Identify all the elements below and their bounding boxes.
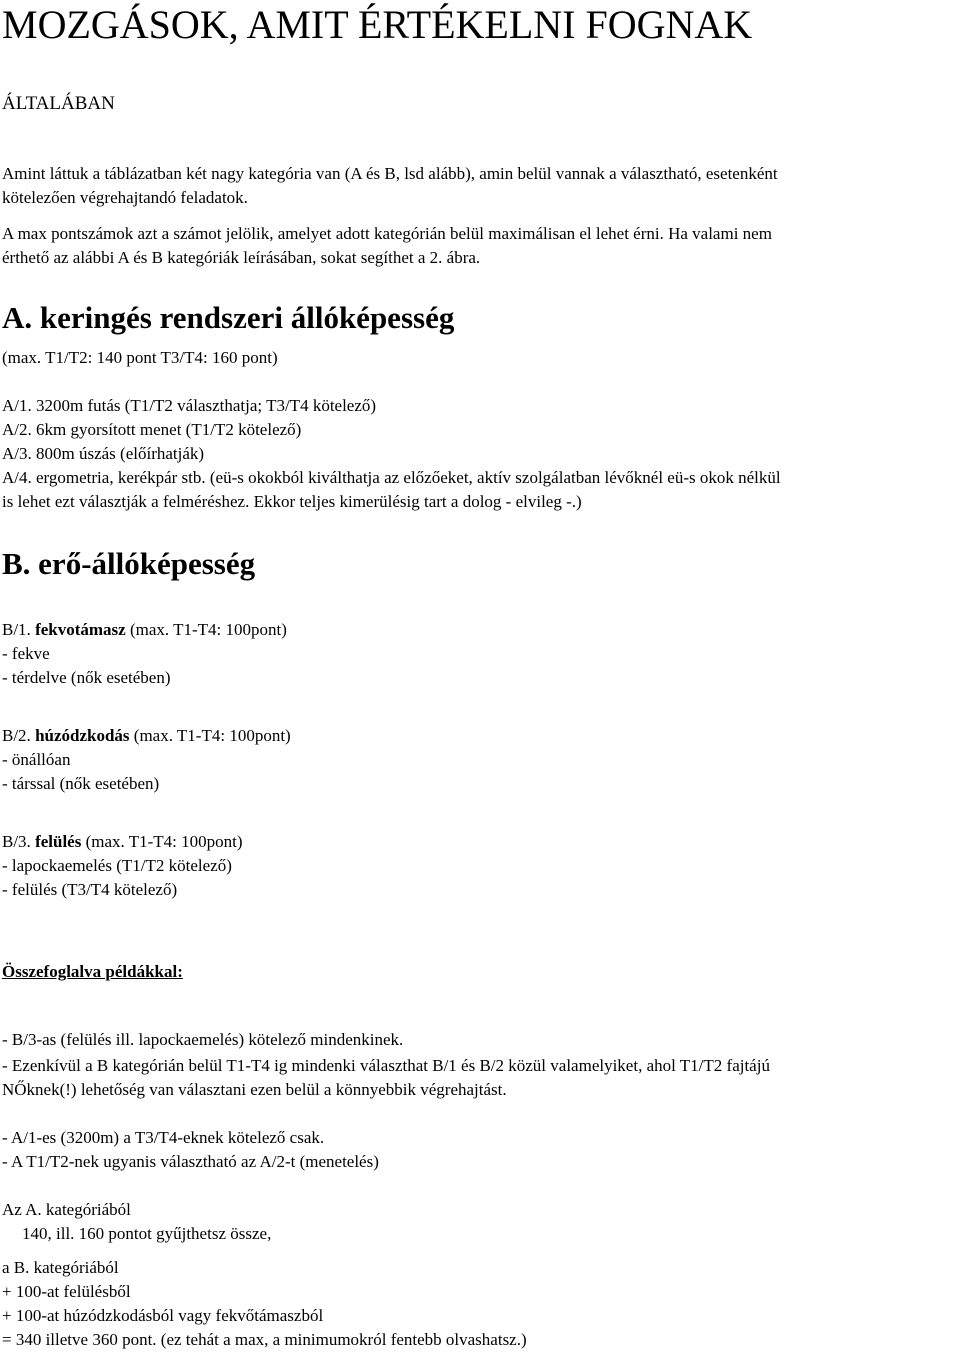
item-b1-suffix: (max. T1-T4: 100pont) [125, 620, 287, 639]
section-a-heading: A. keringés rendszeri állóképesség [2, 300, 455, 335]
item-b2-prefix: B/2. [2, 726, 36, 745]
item-b3-option-2: - felülés (T3/T4 kötelező) [2, 880, 178, 899]
page-title: MOZGÁSOK, AMIT ÉRTÉKELNI FOGNAK [2, 2, 753, 47]
summary-point-3: - A/1-es (3200m) a T3/T4-eknek kötelező csak. [2, 1128, 325, 1147]
calc-line-2: 140, ill. 160 pontot gyűjthetsz össze, [22, 1224, 272, 1243]
item-a4-line-2: is lehet ezt választják a felméréshez. Ekkor teljes kimerülésig tart a dolog - elvileg -.) [2, 492, 582, 511]
item-b2 [2, 726, 291, 746]
intro-paragraph-1-line-2: kötelezően végrehajtandó feladatok. [2, 188, 248, 207]
calc-line-4: + 100-at felülésből [2, 1282, 131, 1301]
item-b2-name: húzódzkodás [35, 726, 130, 745]
item-b3-name: felülés [35, 832, 82, 851]
item-b1-option-2: - térdelve (nők esetében) [2, 668, 171, 687]
summary-point-4: - A T1/T2-nek ugyanis választható az A/2-t (menetelés) [2, 1152, 379, 1171]
item-b2-option-2: - társsal (nők esetében) [2, 774, 160, 793]
summary-point-2-line-2: NŐknek(!) lehetőség van választani ezen belül a könnyebbik végrehajtást. [2, 1080, 507, 1099]
intro-paragraph-2-line-2: érthető az alábbi A és B kategóriák leírásában, sokat segíthet a 2. ábra. [2, 248, 481, 267]
calc-line-5: + 100-at húzódzkodásból vagy fekvőtámaszból [2, 1306, 324, 1325]
section-b-heading: B. erő-állóképesség [2, 546, 256, 581]
summary-point-2-line-1: - Ezenkívül a B kategórián belül T1-T4 ig mindenki választhat B/1 és B/2 közül valamelyiket, ahol T1/T2 fajtájú [2, 1056, 770, 1075]
item-b3-suffix: (max. T1-T4: 100pont) [81, 832, 243, 851]
general-heading: ÁLTALÁBAN [2, 93, 115, 114]
item-b2-option-1: - önállóan [2, 750, 71, 769]
item-a1: A/1. 3200m futás (T1/T2 választhatja; T3/T4 kötelező) [2, 396, 377, 415]
item-a2: A/2. 6km gyorsított menet (T1/T2 kötelező) [2, 420, 302, 439]
calc-line-1: Az A. kategóriából [2, 1200, 131, 1219]
item-b1-prefix: B/1. [2, 620, 36, 639]
item-b3-option-1: - lapockaemelés (T1/T2 kötelező) [2, 856, 232, 875]
intro-paragraph-2-line-1: A max pontszámok azt a számot jelölik, amelyet adott kategórián belül maximálisan el lehet érni. Ha valami nem [2, 224, 772, 243]
item-b3 [2, 832, 243, 852]
summary-point-1: - B/3-as (felülés ill. lapockaemelés) kötelező mindenkinek. [2, 1030, 404, 1049]
item-b1-option-1: - fekve [2, 644, 50, 663]
summary-heading: Összefoglalva példákkal: [2, 962, 183, 981]
item-b1-name: fekvotámasz [35, 620, 126, 639]
item-b1 [2, 620, 287, 640]
item-b2-suffix: (max. T1-T4: 100pont) [129, 726, 291, 745]
item-a4-line-1: A/4. ergometria, kerékpár stb. (eü-s okokból kiválthatja az előzőeket, aktív szolgálatban lévőknél eü-s okok nélkül [2, 468, 781, 487]
calc-line-3: a B. kategóriából [2, 1258, 119, 1277]
intro-paragraph-1-line-1: Amint láttuk a táblázatban két nagy kategória van (A és B, lsd alább), amin belül vannak a választható, esetenként [2, 164, 778, 183]
item-b3-prefix: B/3. [2, 832, 36, 851]
section-a-max: (max. T1/T2: 140 pont T3/T4: 160 pont) [2, 348, 278, 367]
item-a3: A/3. 800m úszás (előírhatják) [2, 444, 205, 463]
calc-line-6: = 340 illetve 360 pont. (ez tehát a max, a minimumokról fentebb olvashatsz.) [2, 1330, 527, 1349]
